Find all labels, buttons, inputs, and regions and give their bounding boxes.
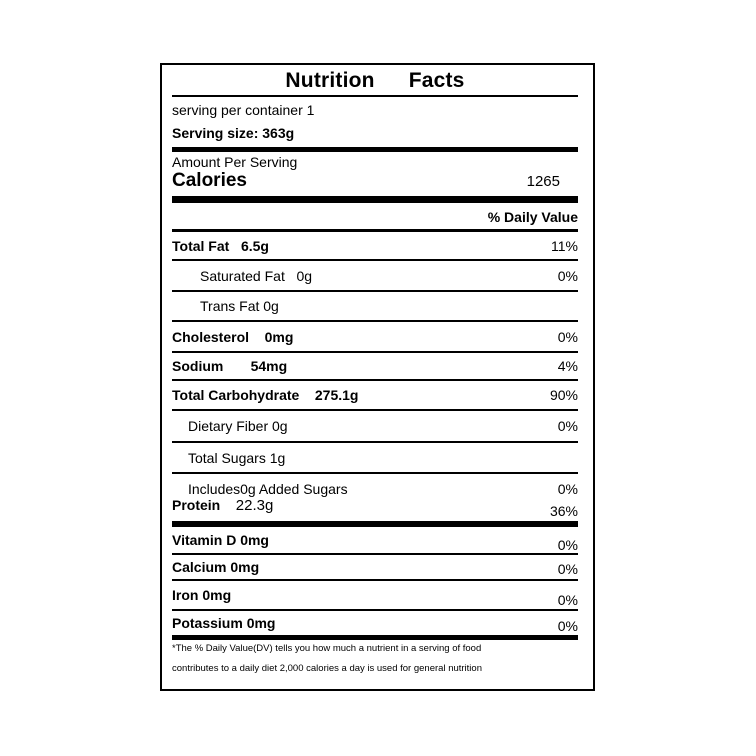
servings-per-container-text: serving per container 1 (172, 102, 315, 118)
nutrient-amount: 6.5g (240, 237, 269, 254)
nutrient-name: Cholesterol (172, 328, 250, 345)
nutrient-dv: 0% (557, 328, 578, 345)
serving-size-text: Serving size: 363g (172, 125, 295, 141)
divider (172, 95, 578, 97)
nutrient-row-calcium (172, 555, 578, 579)
nutrient-dv: 0% (557, 418, 578, 434)
nutrient-name: Total Sugars 1g (188, 449, 286, 466)
calories-value: 1265 (526, 172, 560, 190)
nutrient-row-total-carbohydrate (172, 381, 578, 409)
nutrient-dv: 90% (549, 387, 578, 403)
nutrient-row-dietary-fiber (172, 411, 578, 441)
nutrient-row-sodium (172, 353, 578, 379)
nutrient-name: Dietary Fiber 0g (188, 418, 288, 434)
nutrient-name: Total Fat (172, 237, 230, 254)
nutrient-name: Saturated Fat (200, 267, 285, 284)
nutrient-name: Iron 0mg (172, 587, 232, 603)
nutrient-amount: 275.1g (314, 387, 359, 403)
nutrient-amount: 22.3g (235, 496, 274, 514)
daily-value-header-text: % Daily Value (487, 209, 578, 225)
footnote-line-1: *The % Daily Value(DV) tells you how much a nutrient in a serving of food (172, 643, 482, 654)
nutrient-amount: 0mg (264, 328, 294, 345)
nutrition-facts-label (160, 63, 595, 691)
daily-value-header (172, 205, 578, 229)
nutrient-row-total-fat (172, 232, 578, 259)
amount-per-serving-text: Amount Per Serving (172, 154, 298, 170)
nutrient-dv: 4% (557, 358, 578, 374)
nutrient-row-trans-fat (172, 292, 578, 320)
nutrient-row-protein (172, 490, 578, 520)
nutrient-row-saturated-fat (172, 261, 578, 290)
thick-divider (172, 196, 578, 203)
nutrient-name: Trans Fat 0g (200, 298, 279, 314)
nutrient-dv: 0% (557, 267, 578, 284)
nutrient-dv: 0% (557, 481, 578, 497)
nutrient-name: Calcium 0mg (172, 559, 260, 575)
thick-divider (172, 147, 578, 152)
nutrient-name: Total Carbohydrate (172, 387, 300, 403)
nutrient-row-potassium (172, 611, 578, 635)
calories-label: Calories (172, 170, 247, 191)
nutrient-row-vitamin-d (172, 527, 578, 553)
calories-row (172, 169, 578, 193)
nutrient-dv: 0% (557, 618, 578, 634)
nutrient-name: Sodium (172, 358, 224, 374)
nutrient-row-iron (172, 581, 578, 609)
nutrient-dv: 36% (549, 503, 578, 519)
nutrient-dv: 11% (551, 237, 578, 254)
nutrient-name: Potassium 0mg (172, 615, 276, 631)
servings-per-container (172, 98, 578, 122)
nutrient-dv: 0% (557, 561, 578, 577)
nutrient-row-cholesterol (172, 322, 578, 351)
label-body (172, 65, 578, 689)
title-nutrition: Nutrition (285, 69, 375, 92)
nutrient-name: Vitamin D 0mg (172, 532, 269, 548)
footnote-line-2: contributes to a daily diet 2,000 calories a day is used for general nutrition (172, 663, 482, 674)
nutrient-amount: 0g (296, 267, 313, 284)
nutrient-dv: 0% (557, 537, 578, 553)
label-title (172, 69, 578, 93)
nutrient-name: Includes0g Added Sugars (188, 481, 348, 497)
serving-size (172, 121, 578, 145)
nutrient-dv: 0% (557, 592, 578, 608)
title-facts: Facts (408, 69, 465, 92)
nutrient-name: Protein (172, 496, 221, 513)
nutrient-row-total-sugars (172, 443, 578, 472)
nutrient-amount: 54mg (250, 358, 288, 374)
